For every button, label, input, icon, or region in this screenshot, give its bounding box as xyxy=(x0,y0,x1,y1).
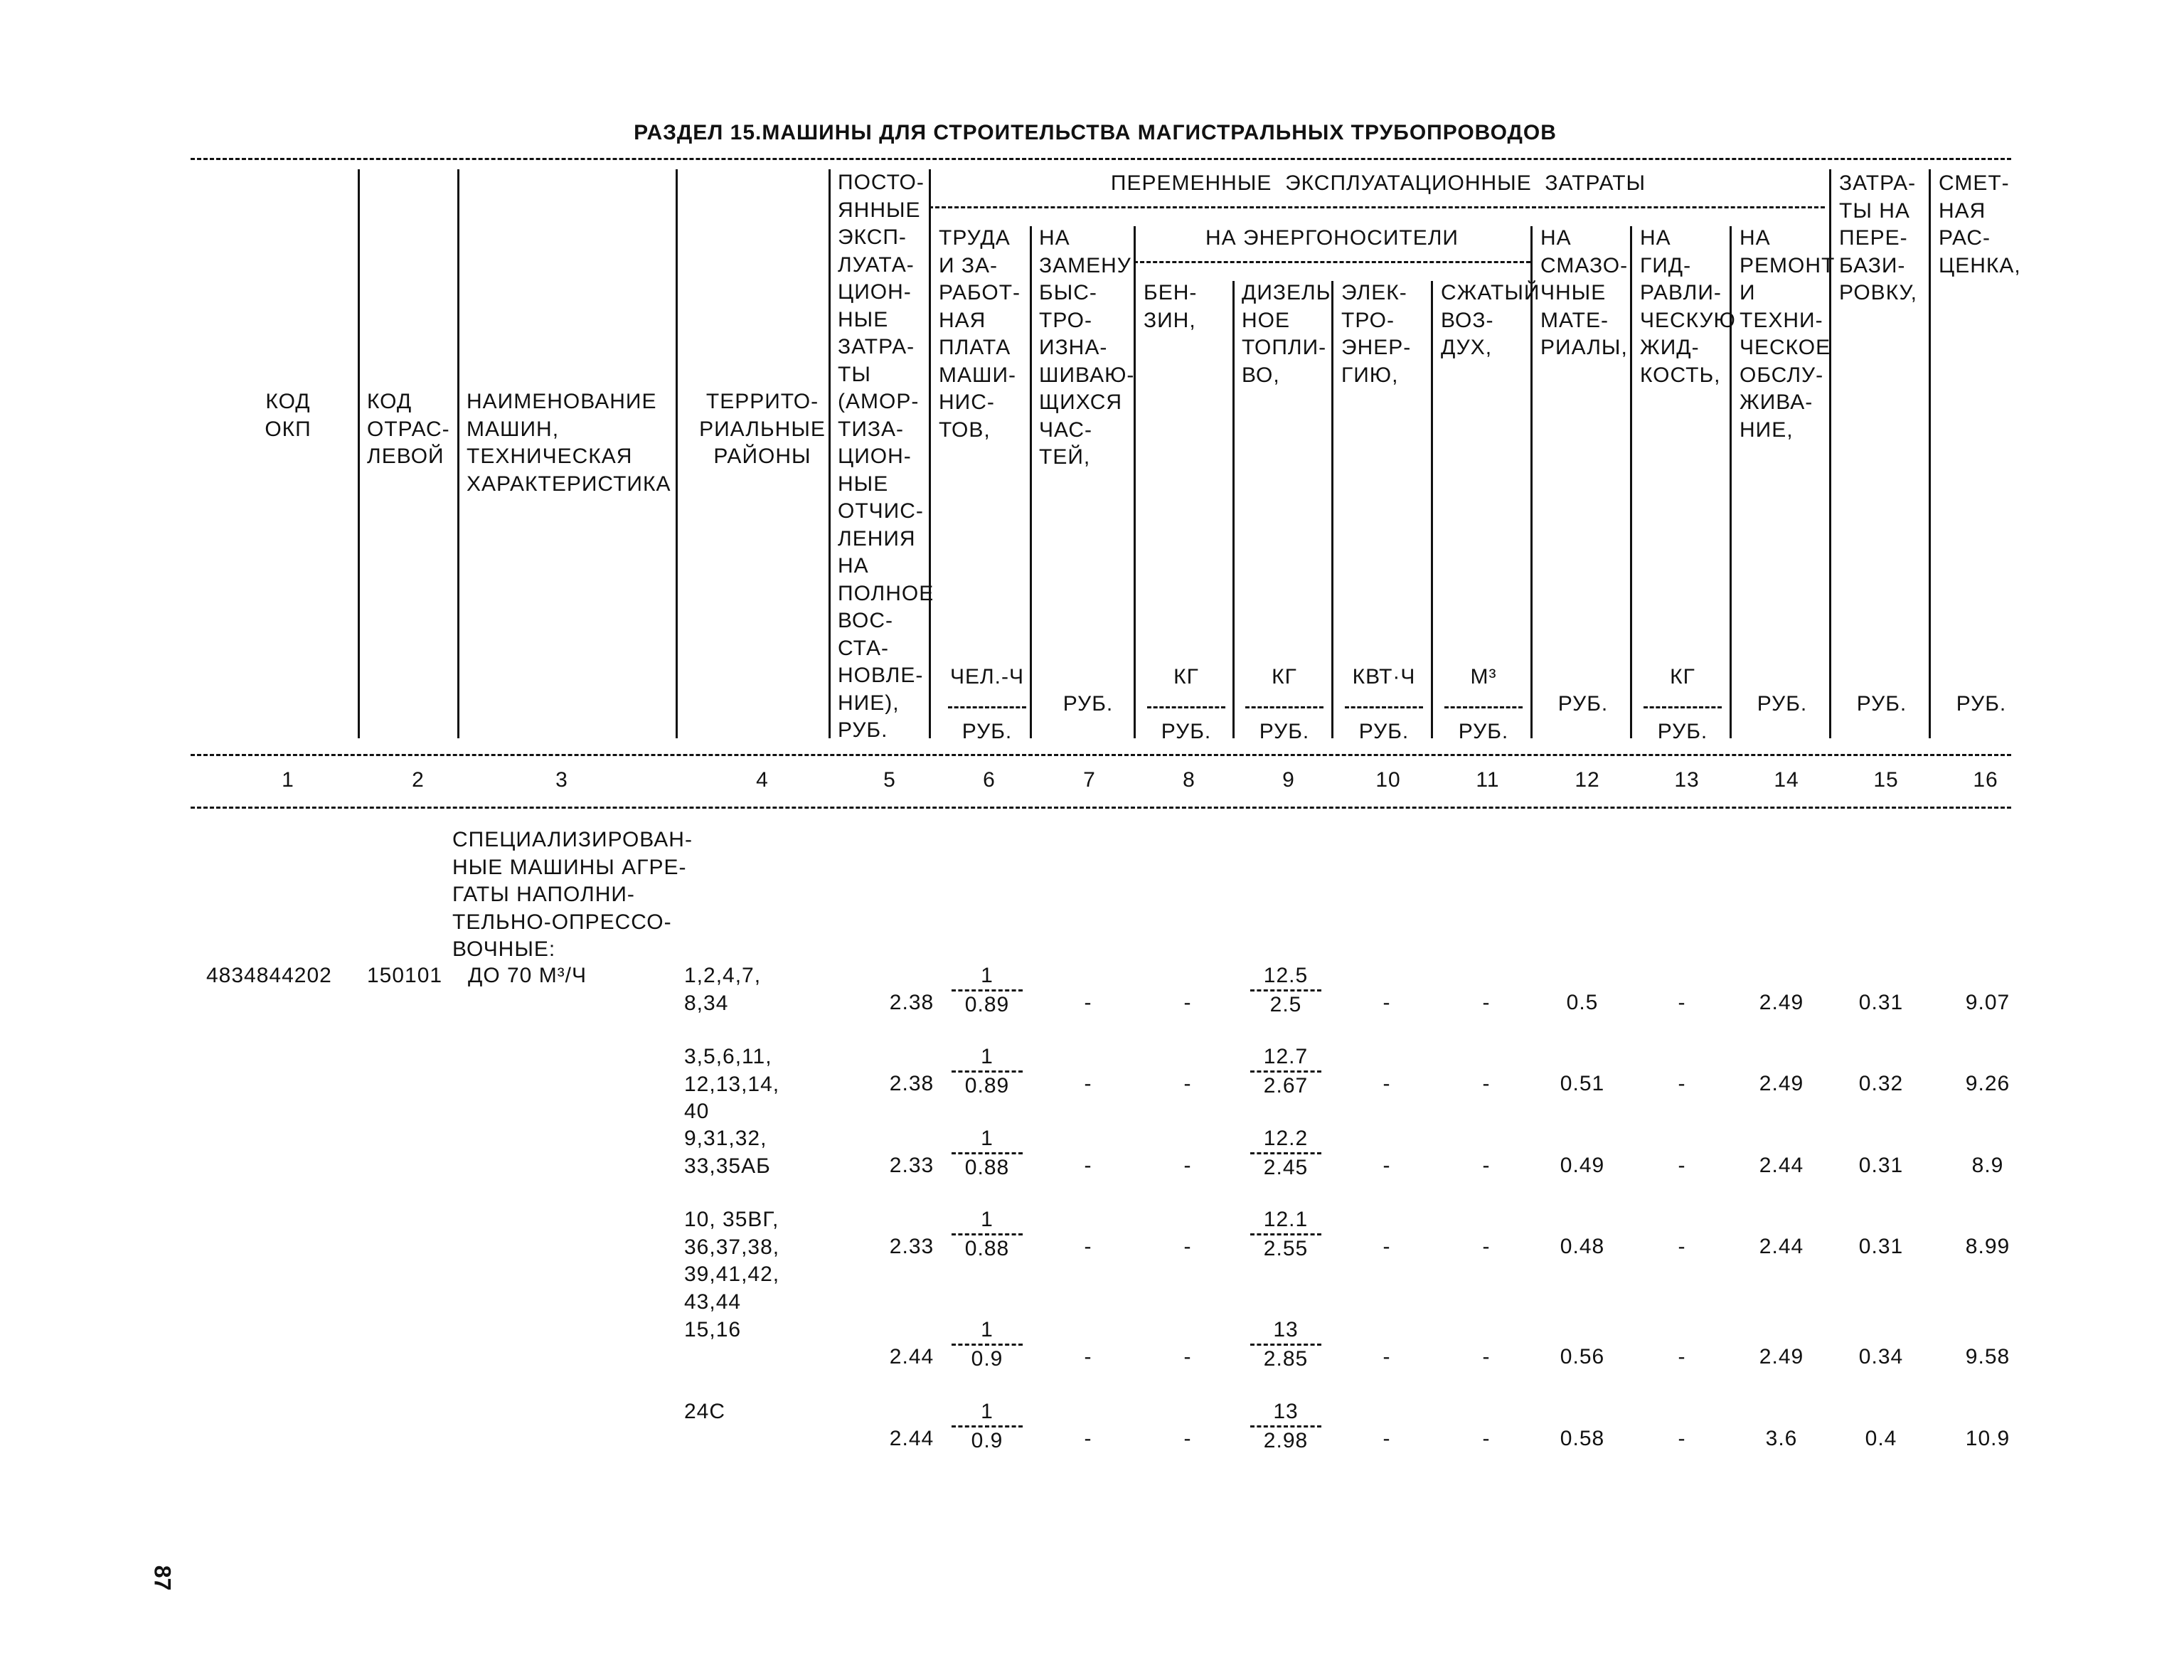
header-hydraulic: КОСТЬ, xyxy=(1640,363,1721,387)
column-number: 16 xyxy=(1973,768,1998,792)
cell-c12: 0.49 xyxy=(1560,1154,1605,1177)
header-permanent-costs: СТА- xyxy=(838,636,889,660)
header-petrol-unit-top: КГ xyxy=(1173,665,1199,689)
header-bottom-rule xyxy=(191,754,2011,756)
header-permanent-costs: ЦИОН- xyxy=(838,280,912,304)
header-labor: НАЯ xyxy=(939,308,986,332)
header-petrol: ЗИН, xyxy=(1144,308,1196,332)
header-territory: РАЙОНЫ xyxy=(713,445,811,468)
diesel-fraction xyxy=(1247,1043,1325,1100)
cell-c14: 2.44 xyxy=(1759,1235,1804,1258)
header-petrol-unit-bot: РУБ. xyxy=(1161,720,1212,743)
cell-c5: 2.44 xyxy=(889,1345,934,1368)
header-permanent-costs: РУБ. xyxy=(838,718,888,742)
cell-c8: - xyxy=(1183,1235,1192,1258)
header-parts: НА xyxy=(1039,226,1070,250)
diesel-value-bottom: 2.45 xyxy=(1263,1156,1309,1179)
region-list-line: 1,2,4,7, xyxy=(684,964,762,987)
header-permanent-costs: ВОС- xyxy=(838,609,894,632)
header-hydraulic-unit-bot: РУБ. xyxy=(1657,720,1708,743)
header-diesel: ДИЗЕЛЬ xyxy=(1242,281,1331,304)
header-parts: ТЕЙ, xyxy=(1039,445,1091,469)
header-permanent-costs: ЯННЫЕ xyxy=(838,198,921,222)
labor-fraction xyxy=(948,962,1026,1019)
header-name: ХАРАКТЕРИСТИКА xyxy=(467,472,671,496)
header-diesel-unit-top: КГ xyxy=(1272,665,1297,689)
header-permanent-costs: ЦИОН- xyxy=(838,445,912,468)
cell-c13: - xyxy=(1678,1345,1686,1368)
cell-c11: - xyxy=(1482,1154,1491,1177)
header-lubricant: ЧНЫЕ xyxy=(1540,281,1607,304)
diesel-value-top: 12.5 xyxy=(1263,964,1309,987)
column-number: 2 xyxy=(412,768,425,792)
header-repair: ОБСЛУ- xyxy=(1740,363,1824,387)
header-air: ВОЗ- xyxy=(1441,308,1494,332)
header-labor: МАШИ- xyxy=(939,363,1017,387)
cell-c11: - xyxy=(1482,991,1491,1014)
column-number: 11 xyxy=(1476,768,1500,792)
header-relocation: ПЕРЕ- xyxy=(1839,226,1908,250)
cell-c11: - xyxy=(1482,1345,1491,1368)
header-permanent-costs: ПОСТО- xyxy=(838,171,925,194)
cell-c11: - xyxy=(1482,1427,1491,1450)
col-separator xyxy=(829,169,831,738)
group-name-line: ГАТЫ НАПОЛНИ- xyxy=(452,883,635,906)
region-list-line: 9,31,32, xyxy=(684,1127,767,1150)
region-list-line: 24С xyxy=(684,1400,726,1423)
cell-c10: - xyxy=(1383,1427,1391,1450)
header-kod-otrasl: ЛЕВОЙ xyxy=(367,445,444,468)
header-parts-unit: РУБ. xyxy=(1062,692,1114,716)
header-permanent-costs: НЫЕ xyxy=(838,307,889,331)
header-repair: НИЕ, xyxy=(1740,418,1794,442)
header-diesel: ВО, xyxy=(1242,363,1280,387)
labor-value-bottom: 0.88 xyxy=(964,1237,1010,1260)
cell-c5: 2.33 xyxy=(889,1154,934,1177)
header-permanent-costs: НЫЕ xyxy=(838,472,889,496)
diesel-value-top: 13 xyxy=(1273,1400,1299,1423)
header-relocation: РОВКУ, xyxy=(1839,281,1917,304)
header-kod-otrasl: КОД xyxy=(367,390,412,413)
labor-fraction xyxy=(948,1043,1026,1100)
header-estimate: ЦЕНКА, xyxy=(1939,253,2021,277)
header-energy: НА ЭНЕРГОНОСИТЕЛИ xyxy=(1205,226,1459,250)
cell-c16: 9.26 xyxy=(1965,1072,2010,1095)
cell-c8: - xyxy=(1183,1345,1192,1368)
cell-c7: - xyxy=(1084,1235,1092,1258)
diesel-value-top: 12.2 xyxy=(1263,1127,1309,1150)
header-parts: ШИВАЮ- xyxy=(1039,363,1135,387)
header-lubricant: РИАЛЫ, xyxy=(1540,336,1628,359)
labor-value-top: 1 xyxy=(981,1318,994,1341)
header-permanent-costs: ЗАТРА- xyxy=(838,335,915,358)
col-separator xyxy=(929,169,931,738)
labor-value-top: 1 xyxy=(981,1208,994,1231)
cell-c15: 0.34 xyxy=(1858,1345,1904,1368)
header-electro-unit-bar xyxy=(1345,706,1423,708)
region-list-line: 12,13,14, xyxy=(684,1072,780,1096)
column-number: 6 xyxy=(983,768,996,792)
header-kod-okp: ОКП xyxy=(265,417,311,441)
labor-value-bottom: 0.89 xyxy=(964,1074,1010,1097)
header-kod-okp: КОД xyxy=(265,390,311,413)
header-electro: ЭЛЕК- xyxy=(1341,281,1407,304)
cell-c5: 2.38 xyxy=(889,991,934,1014)
col-separator xyxy=(1331,281,1333,738)
header-variable-costs: ПЕРЕМЕННЫЕ ЭКСПЛУАТАЦИОННЫЕ ЗАТРАТЫ xyxy=(1110,171,1646,195)
column-number: 3 xyxy=(555,768,568,792)
header-repair: И xyxy=(1740,281,1756,304)
cell-c7: - xyxy=(1084,1345,1092,1368)
diesel-value-bottom: 2.85 xyxy=(1263,1347,1309,1371)
header-territory: РИАЛЬНЫЕ xyxy=(699,417,826,441)
header-top-rule xyxy=(191,158,2011,160)
cell-c14: 3.6 xyxy=(1765,1427,1798,1450)
cell-c5: 2.33 xyxy=(889,1235,934,1258)
labor-value-bottom: 0.9 xyxy=(971,1429,1003,1452)
header-kod-otrasl: ОТРАС- xyxy=(367,417,450,441)
col-separator xyxy=(1232,281,1235,738)
cell-c15: 0.31 xyxy=(1858,1235,1904,1258)
header-permanent-costs: НИЕ), xyxy=(838,691,900,715)
header-air: ДУХ, xyxy=(1441,336,1493,359)
column-number: 5 xyxy=(883,768,896,792)
diesel-value-bottom: 2.98 xyxy=(1263,1429,1309,1452)
labor-fraction xyxy=(948,1317,1026,1373)
region-list-line: 33,35АБ xyxy=(684,1154,771,1178)
diesel-fraction xyxy=(1247,1398,1325,1455)
header-estimate: НАЯ xyxy=(1939,198,1986,223)
header-permanent-costs: ОТЧИС- xyxy=(838,499,924,523)
diesel-fraction xyxy=(1247,962,1325,1019)
cell-c13: - xyxy=(1678,991,1686,1014)
header-territory: ТЕРРИТО- xyxy=(705,390,819,413)
header-parts: ЗАМЕНУ xyxy=(1039,253,1131,277)
cell-c14: 2.49 xyxy=(1759,1345,1804,1368)
column-number: 10 xyxy=(1375,768,1401,792)
cell-c15: 0.31 xyxy=(1858,1154,1904,1177)
header-electro: ГИЮ, xyxy=(1341,363,1399,387)
header-permanent-costs: ЛЕНИЯ xyxy=(838,526,916,551)
header-air-unit-top: М³ xyxy=(1470,665,1497,689)
header-electro: ЭНЕР- xyxy=(1341,336,1412,359)
region-list-line: 10, 35ВГ, xyxy=(684,1208,779,1231)
diesel-value-top: 12.1 xyxy=(1263,1208,1309,1231)
cell-c7: - xyxy=(1084,1427,1092,1450)
column-number: 1 xyxy=(282,768,294,792)
group-name-line: СПЕЦИАЛИЗИРОВАН- xyxy=(452,828,693,851)
header-hydraulic-unit-top: КГ xyxy=(1670,665,1695,689)
region-list-line: 36,37,38, xyxy=(684,1235,780,1259)
header-labor-unit-top: ЧЕЛ.-Ч xyxy=(949,665,1025,689)
header-hydraulic: РАВЛИ- xyxy=(1640,281,1722,304)
cell-c14: 2.49 xyxy=(1759,991,1804,1014)
header-hydraulic: НА xyxy=(1640,226,1671,250)
col-separator xyxy=(1431,281,1433,738)
column-number: 14 xyxy=(1774,768,1799,792)
header-electro-unit-top: КВТ·Ч xyxy=(1352,665,1416,689)
cell-c8: - xyxy=(1183,1427,1192,1450)
energy-rule xyxy=(1134,261,1530,263)
column-number: 15 xyxy=(1873,768,1899,792)
header-labor: И ЗА- xyxy=(939,253,998,277)
cell-c14: 2.44 xyxy=(1759,1154,1804,1177)
header-repair: ЧЕСКОЕ xyxy=(1740,336,1831,359)
cell-c16: 8.9 xyxy=(1971,1154,2004,1177)
labor-value-top: 1 xyxy=(981,1400,994,1423)
header-permanent-costs: НОВЛЕ- xyxy=(838,664,924,687)
cell-c5: 2.44 xyxy=(889,1427,934,1450)
cell-c11: - xyxy=(1482,1072,1491,1095)
cell-c7: - xyxy=(1084,1154,1092,1177)
diesel-fraction xyxy=(1247,1206,1325,1262)
header-repair-unit: РУБ. xyxy=(1757,692,1808,716)
labor-fraction xyxy=(948,1398,1026,1455)
region-list-line: 43,44 xyxy=(684,1290,742,1314)
labor-value-top: 1 xyxy=(981,1045,994,1068)
group-name-line: НЫЕ МАШИНЫ АГРЕ- xyxy=(452,855,687,879)
header-air: СЖАТЫЙ xyxy=(1441,281,1540,304)
header-parts: ТРО- xyxy=(1039,308,1093,332)
header-permanent-costs: ТИЗА- xyxy=(838,417,905,441)
header-repair: ТЕХНИ- xyxy=(1740,308,1823,332)
cell-c7: - xyxy=(1084,991,1092,1014)
header-permanent-costs: ЛУАТА- xyxy=(838,252,915,277)
cell-c13: - xyxy=(1678,1154,1686,1177)
cell-c15: 0.31 xyxy=(1858,991,1904,1014)
col-separator xyxy=(358,169,360,738)
group-spec: ДО 70 М³/Ч xyxy=(468,964,587,987)
cell-c12: 0.58 xyxy=(1560,1427,1605,1450)
labor-fraction xyxy=(948,1125,1026,1181)
header-relocation: ТЫ НА xyxy=(1839,198,1910,223)
section-title: РАЗДЕЛ 15.МАШИНЫ ДЛЯ СТРОИТЕЛЬСТВА МАГИСТРАЛЬНЫХ ТРУБОПРОВОДОВ xyxy=(634,121,1557,144)
col-separator xyxy=(1134,226,1136,738)
colnum-bottom-rule xyxy=(191,807,2011,809)
header-labor-unit-bar xyxy=(948,706,1026,708)
group-kod-otrasl: 150101 xyxy=(367,964,443,987)
header-hydraulic: ГИД- xyxy=(1640,253,1692,277)
header-labor: НИС- xyxy=(939,390,995,414)
header-permanent-costs: НА xyxy=(838,554,869,578)
labor-value-top: 1 xyxy=(981,964,994,987)
cell-c5: 2.38 xyxy=(889,1072,934,1095)
cell-c7: - xyxy=(1084,1072,1092,1095)
diesel-fraction xyxy=(1247,1125,1325,1181)
cell-c16: 9.58 xyxy=(1965,1345,2010,1368)
cell-c8: - xyxy=(1183,991,1192,1014)
col-separator xyxy=(1630,226,1632,738)
column-number: 9 xyxy=(1282,768,1295,792)
cell-c12: 0.48 xyxy=(1560,1235,1605,1258)
diesel-value-bottom: 2.55 xyxy=(1263,1237,1309,1260)
header-permanent-costs: ЭКСП- xyxy=(838,225,907,249)
col-separator xyxy=(1030,226,1032,738)
cell-c13: - xyxy=(1678,1235,1686,1258)
group-kod-okp: 4834844202 xyxy=(206,964,332,987)
header-lubricant: МАТЕ- xyxy=(1540,308,1609,332)
region-list-line: 8,34 xyxy=(684,991,729,1015)
header-parts: БЫС- xyxy=(1039,281,1097,304)
header-electro: ТРО- xyxy=(1341,308,1395,332)
header-parts: ЩИХСЯ xyxy=(1039,390,1123,414)
header-air-unit-bar xyxy=(1444,706,1523,708)
cell-c8: - xyxy=(1183,1072,1192,1095)
header-parts: ИЗНА- xyxy=(1039,336,1108,359)
cell-c11: - xyxy=(1482,1235,1491,1258)
cell-c16: 10.9 xyxy=(1965,1427,2010,1450)
region-list-line: 15,16 xyxy=(684,1318,742,1341)
labor-value-bottom: 0.9 xyxy=(971,1347,1003,1371)
cell-c15: 0.32 xyxy=(1858,1072,1904,1095)
cell-c10: - xyxy=(1383,1345,1391,1368)
header-permanent-costs: ТЫ xyxy=(838,362,871,386)
header-permanent-costs: ПОЛНОЕ xyxy=(838,581,934,605)
column-number: 7 xyxy=(1083,768,1096,792)
header-diesel-unit-bar xyxy=(1245,706,1323,708)
diesel-fraction xyxy=(1247,1317,1325,1373)
header-labor: ПЛАТА xyxy=(939,336,1011,359)
variable-costs-rule xyxy=(929,206,1825,208)
cell-c10: - xyxy=(1383,1072,1391,1095)
header-name: ТЕХНИЧЕСКАЯ xyxy=(467,445,633,468)
header-name: МАШИН, xyxy=(467,417,560,441)
header-labor: РАБОТ- xyxy=(939,281,1021,304)
header-repair: ЖИВА- xyxy=(1740,390,1813,414)
header-hydraulic-unit-bar xyxy=(1644,706,1722,708)
header-lubricant: НА xyxy=(1540,226,1572,250)
header-lubricant: СМАЗО- xyxy=(1540,253,1629,277)
header-repair: НА xyxy=(1740,226,1771,250)
column-number: 12 xyxy=(1575,768,1600,792)
region-list-line: 3,5,6,11, xyxy=(684,1045,772,1068)
header-petrol: БЕН- xyxy=(1144,281,1198,304)
region-list-line: 40 xyxy=(684,1100,710,1123)
header-estimate: СМЕТ- xyxy=(1939,171,2010,195)
labor-value-bottom: 0.89 xyxy=(964,993,1010,1016)
cell-c13: - xyxy=(1678,1427,1686,1450)
header-hydraulic: ЧЕСКУЮ xyxy=(1640,308,1736,332)
cell-c12: 0.51 xyxy=(1560,1072,1605,1095)
page-number: 87 xyxy=(149,1565,176,1591)
labor-value-top: 1 xyxy=(981,1127,994,1150)
header-diesel-unit-bot: РУБ. xyxy=(1259,720,1310,743)
cell-c15: 0.4 xyxy=(1865,1427,1897,1450)
cell-c16: 9.07 xyxy=(1965,991,2010,1014)
cell-c8: - xyxy=(1183,1154,1192,1177)
cell-c10: - xyxy=(1383,1235,1391,1258)
labor-value-bottom: 0.88 xyxy=(964,1156,1010,1179)
group-name-line: ТЕЛЬНО-ОПРЕССО- xyxy=(452,910,672,934)
header-air-unit-bot: РУБ. xyxy=(1458,720,1509,743)
cell-c10: - xyxy=(1383,1154,1391,1177)
header-permanent-costs: (АМОР- xyxy=(838,390,920,413)
cell-c14: 2.49 xyxy=(1759,1072,1804,1095)
col-separator xyxy=(1730,226,1732,738)
header-electro-unit-bot: РУБ. xyxy=(1358,720,1410,743)
header-parts: ЧАС- xyxy=(1039,418,1093,442)
labor-fraction xyxy=(948,1206,1026,1262)
group-name-line: ВОЧНЫЕ: xyxy=(452,937,556,961)
header-relocation-unit: РУБ. xyxy=(1856,692,1907,716)
col-separator xyxy=(676,169,678,738)
cell-c12: 0.5 xyxy=(1566,991,1599,1014)
cell-c12: 0.56 xyxy=(1560,1345,1605,1368)
header-name: НАИМЕНОВАНИЕ xyxy=(467,390,657,413)
cell-c10: - xyxy=(1383,991,1391,1014)
column-number: 8 xyxy=(1183,768,1195,792)
col-separator xyxy=(457,169,459,738)
header-lubricant-unit: РУБ. xyxy=(1557,692,1609,716)
cell-c13: - xyxy=(1678,1072,1686,1095)
header-diesel: НОЕ xyxy=(1242,308,1291,332)
column-number: 13 xyxy=(1674,768,1700,792)
header-petrol-unit-bar xyxy=(1147,706,1225,708)
diesel-value-top: 12.7 xyxy=(1263,1045,1309,1068)
header-relocation: БАЗИ- xyxy=(1839,253,1906,277)
header-labor: ТРУДА xyxy=(939,226,1011,250)
col-separator xyxy=(1929,169,1931,738)
header-labor: ТОВ, xyxy=(939,418,991,442)
column-number: 4 xyxy=(756,768,769,792)
header-relocation: ЗАТРА- xyxy=(1839,171,1917,195)
diesel-value-top: 13 xyxy=(1273,1318,1299,1341)
diesel-value-bottom: 2.67 xyxy=(1263,1074,1309,1097)
header-estimate-unit: РУБ. xyxy=(1956,692,2007,716)
header-repair: РЕМОНТ xyxy=(1740,253,1836,277)
header-estimate: РАС- xyxy=(1939,226,1991,250)
cell-c16: 8.99 xyxy=(1965,1235,2010,1258)
header-labor-unit-bot: РУБ. xyxy=(962,720,1013,743)
header-hydraulic: ЖИД- xyxy=(1640,336,1700,359)
diesel-value-bottom: 2.5 xyxy=(1269,993,1302,1016)
header-diesel: ТОПЛИ- xyxy=(1242,336,1327,359)
region-list-line: 39,41,42, xyxy=(684,1262,780,1286)
